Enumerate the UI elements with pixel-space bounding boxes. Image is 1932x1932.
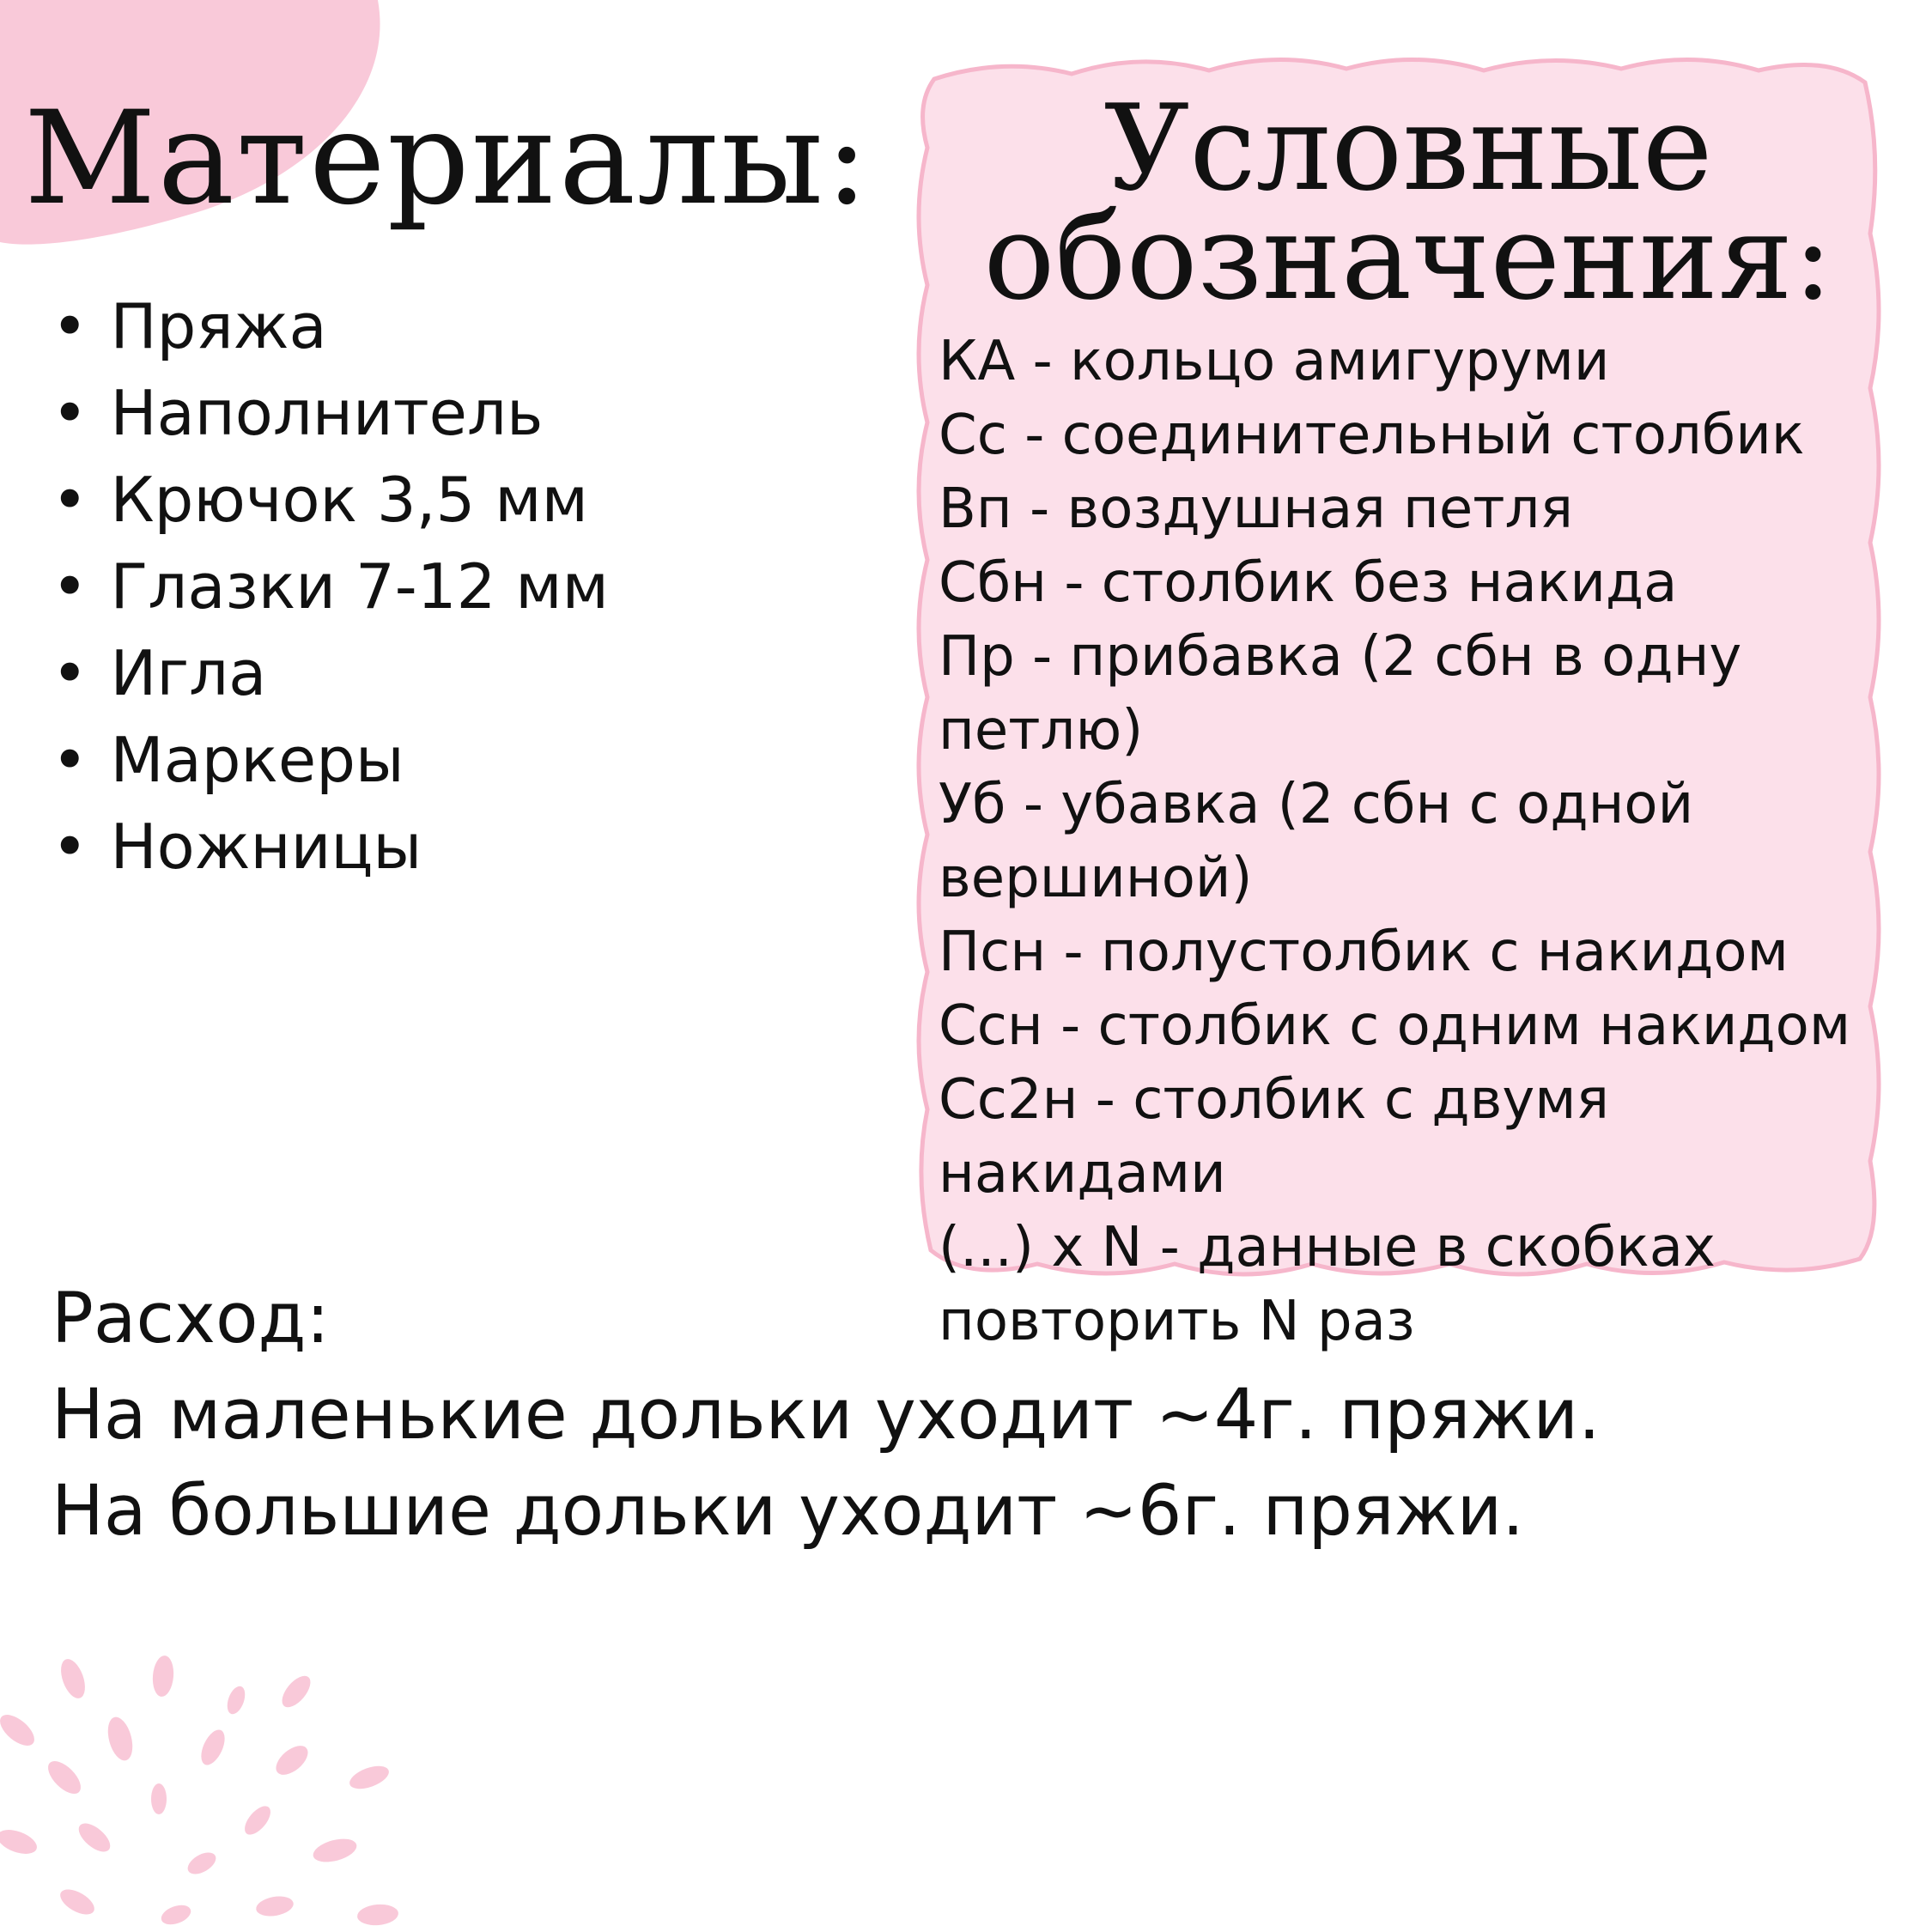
legend-entry: Пр - прибавка (2 сбн в одну петлю) — [939, 625, 1742, 762]
legend-entry: Сс2н - столбик с двумя накидами — [939, 1068, 1609, 1206]
legend-title-line-2: обозначения: — [983, 187, 1833, 326]
list-item: • Ножницы — [52, 804, 609, 890]
consumption-section — [52, 1271, 1601, 1559]
materials-title: Материалы: — [24, 84, 871, 234]
legend-entry: Вп - воздушная петля — [939, 477, 1573, 541]
legend-entry: КА - кольцо амигуруми — [939, 330, 1610, 393]
list-item: • Игла — [52, 630, 609, 717]
legend-entry: Уб - убавка (2 сбн с одной вершиной) — [939, 773, 1694, 910]
legend-entry: Ссн - столбик с одним накидом — [939, 994, 1851, 1058]
legend-entry: Псн - полустолбик с накидом — [939, 920, 1789, 984]
legend-entry: (...) x N - данные в скобках повторить N раз — [939, 1216, 1716, 1353]
legend-list — [939, 325, 1892, 1358]
legend-entry: Сс - соединительный столбик — [939, 404, 1805, 467]
list-item: • Наполнитель — [52, 370, 609, 457]
legend-title-line-1: Условные — [1103, 79, 1713, 217]
list-item: • Глазки 7-12 мм — [52, 544, 609, 630]
consumption-title: Расход: — [52, 1279, 330, 1359]
consumption-large-slices: На большие дольки уходит ~6г. пряжи. — [52, 1471, 1524, 1552]
legend-title — [945, 79, 1872, 326]
legend-entry: Сбн - столбик без накида — [939, 551, 1678, 615]
decorative-petal-dots — [0, 1649, 429, 1932]
list-item: • Пряжа — [52, 283, 609, 370]
consumption-small-slices: На маленькие дольки уходит ~4г. пряжи. — [52, 1375, 1601, 1455]
list-item: • Маркеры — [52, 717, 609, 804]
list-item: • Крючок 3,5 мм — [52, 457, 609, 544]
materials-list — [52, 283, 609, 890]
